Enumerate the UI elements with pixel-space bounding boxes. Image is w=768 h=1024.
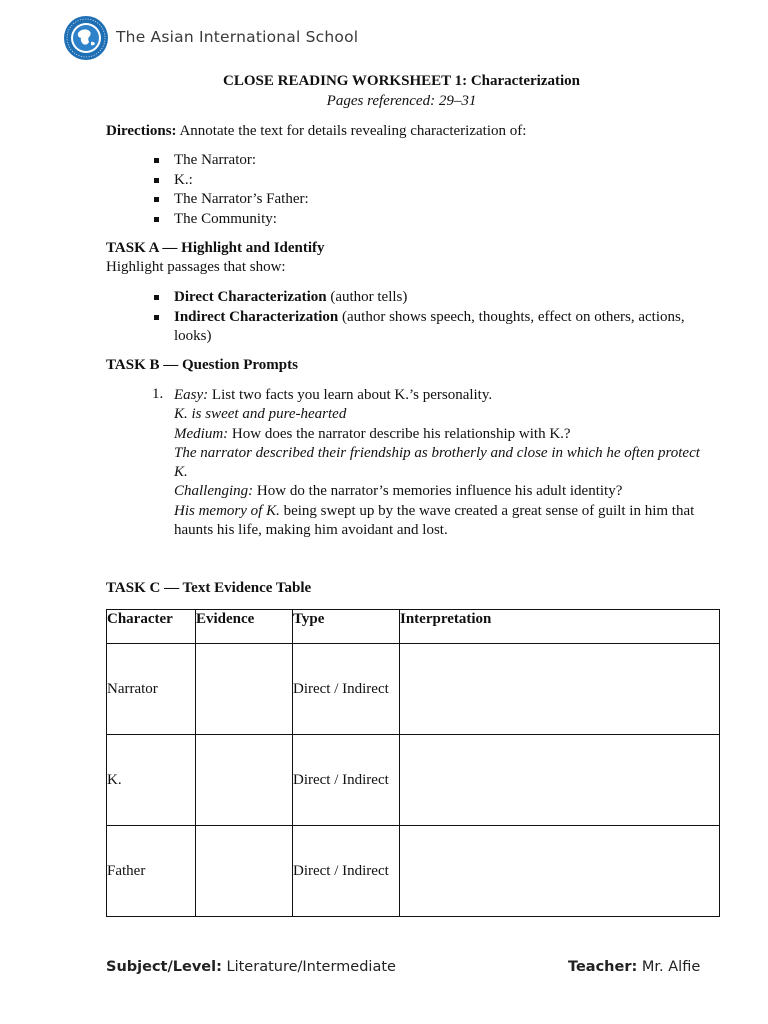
term-desc: (author tells) — [326, 289, 408, 305]
level-label: Medium: — [174, 425, 229, 442]
cell-interpretation[interactable] — [400, 826, 720, 917]
cell-interpretation[interactable] — [400, 644, 720, 735]
level-label: Challenging: — [174, 483, 254, 500]
subject-label: Subject/Level: — [106, 959, 222, 975]
subject-value: Literature/Intermediate — [221, 959, 396, 975]
list-item: The Narrator: — [154, 151, 309, 171]
table-row — [107, 735, 720, 826]
directions-list — [154, 151, 309, 229]
cell-evidence[interactable] — [196, 826, 293, 917]
task-a-intro: Highlight passages that show: — [106, 259, 286, 275]
task-c-heading: TASK C — Text Evidence Table — [106, 580, 312, 596]
term: Indirect Characterization — [174, 308, 339, 325]
list-item: The Community: — [154, 210, 309, 230]
question-text: List two facts you learn about K.’s personality. — [208, 387, 493, 403]
evidence-table — [106, 609, 720, 917]
question-easy — [174, 386, 714, 405]
cell-character: Narrator — [107, 644, 196, 735]
footer-subject — [106, 959, 396, 975]
directions-label: Directions: — [106, 123, 177, 139]
teacher-label: Teacher: — [568, 959, 638, 975]
column-header-evidence: Evidence — [196, 610, 293, 644]
task-a-list — [154, 288, 714, 347]
cell-character: Father — [107, 826, 196, 917]
question-number: 1. — [152, 386, 164, 402]
answer-text: The narrator described their friendship as brotherly and close in which he often protect K. — [174, 444, 700, 481]
list-item: K.: — [154, 171, 309, 191]
answer-text: His memory of K. — [174, 502, 280, 519]
list-item — [154, 288, 714, 308]
list-item: The Narrator’s Father: — [154, 190, 309, 210]
cell-evidence[interactable] — [196, 735, 293, 826]
table-row — [107, 644, 720, 735]
cell-type: Direct / Indirect — [293, 644, 400, 735]
pages-referenced: Pages referenced: 29–31 — [326, 93, 477, 109]
cell-evidence[interactable] — [196, 644, 293, 735]
level-label: Easy: — [174, 387, 209, 403]
directions-text: Annotate the text for details revealing characterization of: — [176, 123, 527, 139]
cell-character: K. — [107, 735, 196, 826]
table-header-row — [107, 610, 720, 644]
directions-line — [106, 122, 526, 142]
cell-type: Direct / Indirect — [293, 826, 400, 917]
task-a-heading: TASK A — Highlight and Identify — [106, 240, 325, 256]
cell-interpretation[interactable] — [400, 735, 720, 826]
term-desc: (author shows speech, thoughts, effect on others, actions, looks) — [174, 308, 685, 344]
task-b-heading: TASK B — Question Prompts — [106, 357, 298, 373]
question-medium — [174, 425, 714, 444]
term: Direct Characterization — [174, 289, 327, 305]
column-header-character: Character — [107, 610, 196, 644]
school-name: The Asian International School — [116, 28, 359, 46]
globe-seal-icon — [63, 15, 109, 61]
question-block — [174, 386, 714, 540]
teacher-value: Mr. Alfie — [637, 959, 701, 975]
column-header-type: Type — [293, 610, 400, 644]
column-header-interpretation: Interpretation — [400, 610, 720, 644]
answer-challenging — [174, 502, 714, 541]
footer-teacher — [568, 959, 700, 975]
question-challenging — [174, 482, 714, 501]
answer-medium — [174, 444, 714, 483]
question-text: How does the narrator describe his relationship with K.? — [228, 425, 571, 442]
cell-type: Direct / Indirect — [293, 735, 400, 826]
table-row — [107, 826, 720, 917]
answer-rest: being swept up by the wave created a great sense of guilt in him that haunts his life, making him avoidant and lost. — [174, 502, 695, 539]
question-text: How do the narrator’s memories influence his adult identity? — [253, 483, 623, 500]
worksheet-title: CLOSE READING WORKSHEET 1: Characterization — [223, 73, 580, 89]
list-item — [154, 308, 714, 347]
answer-text: K. is sweet and pure-hearted — [174, 406, 347, 423]
answer-easy — [174, 405, 714, 424]
